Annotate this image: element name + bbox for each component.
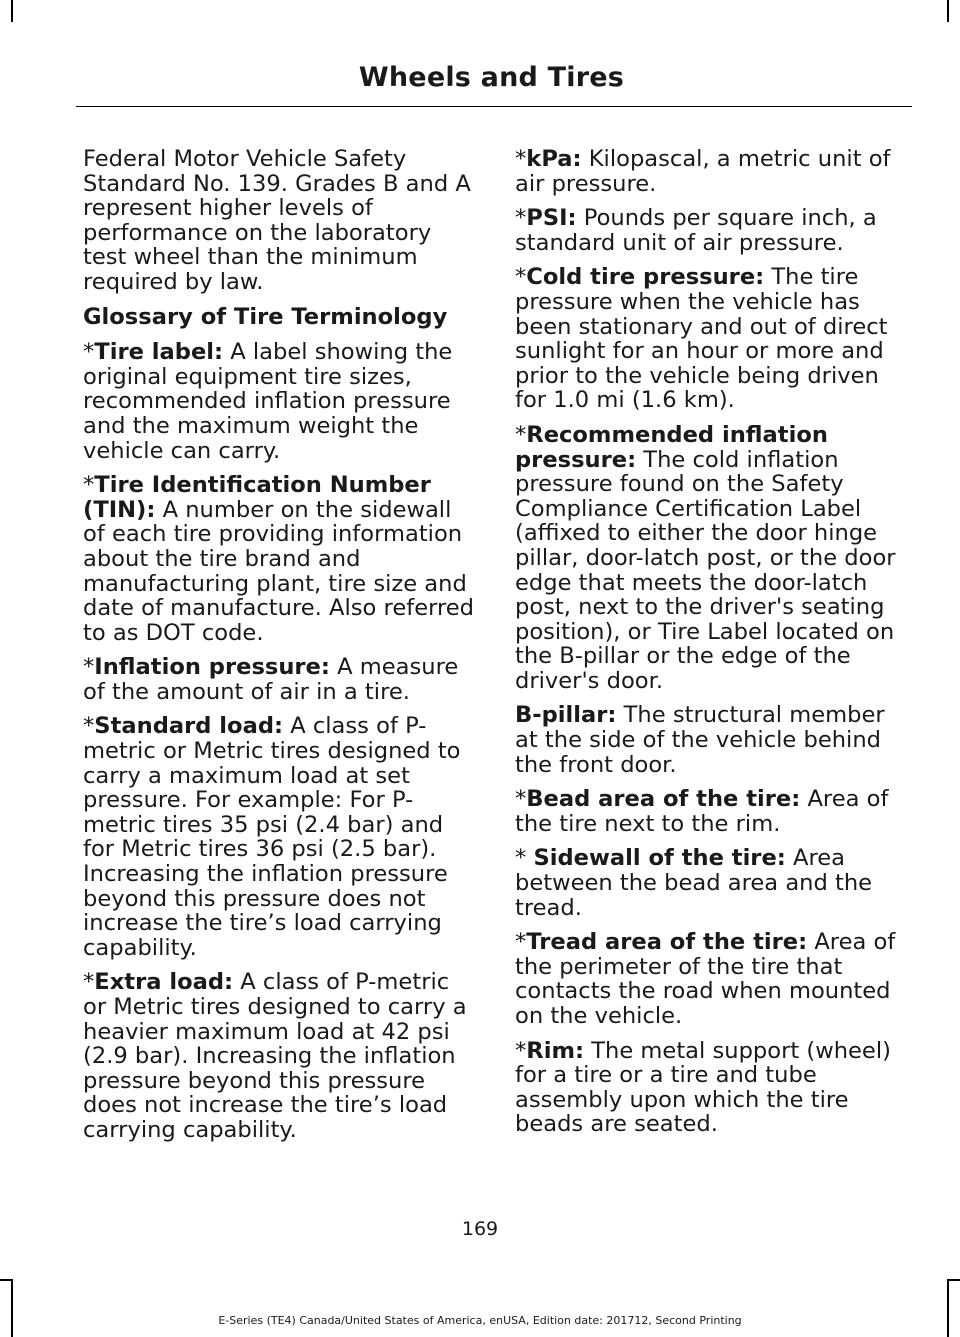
glossary-term: Tire Identification Number (TIN): xyxy=(83,472,431,523)
entry-text: Area between the bead area and the tread. xyxy=(515,845,873,921)
entry-text: A number on the sidewall of each tire providing information about the tire brand and manufacturing plant, tire size and date of manufacture. Also referred to as DOT code. xyxy=(83,496,475,646)
glossary-term: Bead area of the tire: xyxy=(526,786,801,813)
glossary-entry xyxy=(515,147,911,196)
entry-prefix: * xyxy=(515,845,534,872)
entry-prefix: * xyxy=(83,654,95,681)
entry-prefix: * xyxy=(83,969,95,996)
entry-prefix: * xyxy=(515,264,527,291)
glossary-entry xyxy=(515,265,911,413)
glossary-entry xyxy=(515,930,911,1028)
entry-prefix: * xyxy=(83,713,95,740)
glossary-term: Recommended inflation pressure: xyxy=(515,421,828,473)
entry-text: A measure of the amount of air in a tire. xyxy=(83,654,459,705)
glossary-entry xyxy=(83,473,479,645)
edition-footer: E-Series (TE4) Canada/United States of America, enUSA, Edition date: 201712, Second Printing xyxy=(218,1314,742,1327)
entry-text: The tire pressure when the vehicle has been stationary and out of direct sunlight for an hour or more and prior to the vehicle being driven for 1.0 mi (1.6 km). xyxy=(515,264,888,414)
glossary-term: Standard load: xyxy=(94,713,284,740)
glossary-term: Cold tire pressure: xyxy=(526,264,765,291)
glossary-entry xyxy=(83,147,479,295)
entry-text: Pounds per square inch, a standard unit of air pressure. xyxy=(515,205,877,256)
entry-text: Federal Motor Vehicle Safety Standard No. 139. Grades B and A represent higher levels of performance on the laboratory test wheel than the minimum required by law. xyxy=(83,146,471,295)
crop-mark-bottom-right xyxy=(947,1280,949,1337)
crop-mark-bottom-left-horizontal xyxy=(0,1279,13,1281)
glossary-term: B-pillar: xyxy=(515,702,617,729)
glossary-entry xyxy=(515,703,911,777)
left-column xyxy=(83,147,479,1153)
entry-prefix: * xyxy=(83,472,95,499)
glossary-term: Inflation pressure: xyxy=(94,654,330,681)
page-number: 169 xyxy=(461,1218,499,1240)
glossary-entry xyxy=(515,787,911,836)
glossary-term: Sidewall of the tire: xyxy=(533,845,786,872)
glossary-term: PSI: xyxy=(526,205,577,232)
crop-mark-top-left xyxy=(11,0,13,22)
entry-text: Kilopascal, a metric unit of air pressure. xyxy=(515,146,891,197)
glossary-entry xyxy=(83,970,479,1142)
right-column xyxy=(515,147,911,1147)
entry-prefix: * xyxy=(515,929,527,956)
glossary-term: Tread area of the tire: xyxy=(526,929,808,956)
section-heading: Glossary of Tire Terminology xyxy=(83,303,448,330)
glossary-entry xyxy=(83,340,479,463)
header-divider xyxy=(76,106,912,107)
glossary-entry xyxy=(515,206,911,255)
entry-text: A label showing the original equipment tire sizes, recommended inflation pressure and the maximum weight the vehicle can carry. xyxy=(83,339,453,464)
entry-text: Area of the perimeter of the tire that contacts the road when mounted on the vehicle. xyxy=(515,929,896,1029)
glossary-term: kPa: xyxy=(526,146,582,172)
entry-prefix: * xyxy=(515,146,527,172)
glossary-entry xyxy=(83,655,479,704)
entry-prefix: * xyxy=(515,421,527,448)
glossary-entry xyxy=(515,423,911,694)
crop-mark-bottom-left xyxy=(11,1280,13,1337)
entry-text: The metal support (wheel) for a tire or a tire and tube assembly upon which the tire beads are seated. xyxy=(515,1037,891,1138)
entry-text: The cold inflation pressure found on the Safety Compliance Certification Label (affixed to either the door hinge pillar, door-latch post, or the door edge that meets the door-latch post, next to the driver's seating position), or Tire Label located on the B-pillar or the edge of the driver's door. xyxy=(515,446,896,694)
entry-text: Area of the tire next to the rim. xyxy=(515,786,889,837)
entry-text: A class of P-metric or Metric tires designed to carry a heavier maximum load at 42 psi (2.9 bar). Increasing the inflation pressure beyond this pressure does not increase the tire’s load carrying capability. xyxy=(83,969,467,1143)
crop-mark-bottom-right-horizontal xyxy=(947,1279,960,1281)
glossary-entry xyxy=(83,714,479,960)
glossary-entry xyxy=(515,846,911,920)
glossary-term: Tire label: xyxy=(94,339,224,366)
crop-mark-top-right xyxy=(947,0,949,22)
entry-text: The structural member at the side of the vehicle behind the front door. xyxy=(515,702,885,778)
entry-prefix: * xyxy=(83,339,95,366)
entry-prefix: * xyxy=(515,205,527,232)
page-title: Wheels and Tires xyxy=(358,62,624,93)
glossary-term: Rim: xyxy=(526,1037,585,1064)
entry-text: A class of P-metric or Metric tires designed to carry a maximum load at set pressure. For example: For P-metric tires 35 psi (2.4 bar) and for Metric tires 36 psi (2.5 bar). Increasing the inflation pressure beyond this pressure does not increase the tire’s load carrying capability. xyxy=(83,713,461,961)
entry-prefix: * xyxy=(515,786,527,813)
entry-prefix: * xyxy=(515,1037,527,1064)
glossary-entry xyxy=(515,1039,911,1137)
glossary-term: Extra load: xyxy=(94,969,234,996)
